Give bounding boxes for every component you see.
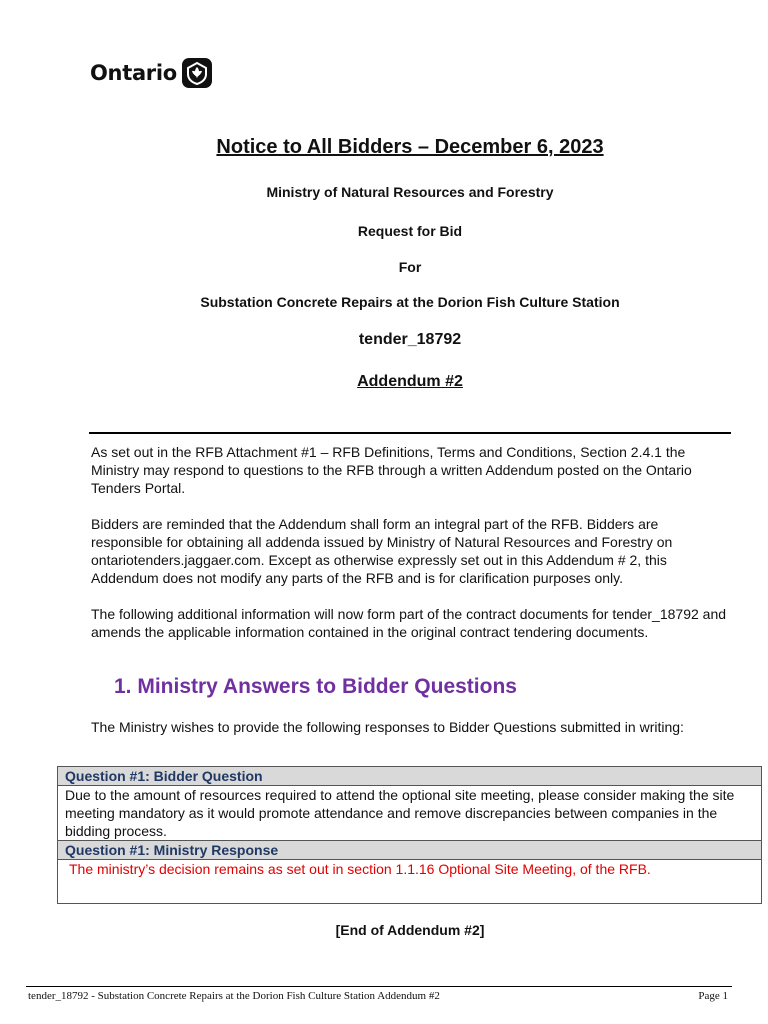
response-row — [58, 860, 762, 904]
response-header-row — [58, 841, 762, 860]
tender-id: tender_18792 — [358, 331, 462, 348]
qa-table — [57, 766, 762, 904]
logo-text: Ontario — [90, 61, 177, 85]
page-number: Page 1 — [698, 990, 728, 1002]
for-label: For — [398, 259, 422, 275]
question-label: Question #1: Bidder Question — [58, 767, 762, 786]
response-text: The ministry’s decision remains as set out in section 1.1.16 Optional Site Meeting, of the RFB. — [58, 860, 762, 904]
ministry-name: Ministry of Natural Resources and Forestry — [266, 184, 554, 200]
section-intro: The Ministry wishes to provide the following responses to Bidder Questions submitted in writing: — [91, 719, 684, 735]
footer-document-info: tender_18792 - Substation Concrete Repairs at the Dorion Fish Culture Station Addendum #2 — [28, 990, 440, 1002]
ontario-logo — [90, 58, 212, 88]
request-for-bid: Request for Bid — [357, 223, 463, 239]
addendum-title: Addendum #2 — [357, 373, 463, 390]
ontario-trillium-icon — [182, 58, 212, 88]
paragraph-addendum-info: Bidders are reminded that the Addendum shall form an integral part of the RFB. Bidders are responsible for obtaining all addenda issued by Ministry of Natural Resources and Forestry on ontariotenders.jaggaer.com. Except as otherwise expressly set out in this Addendum # 2, this Addendum does not modify any parts of the RFB and is for clarification purposes only. — [91, 516, 673, 586]
divider — [89, 432, 731, 434]
project-name: Substation Concrete Repairs at the Dorion Fish Culture Station — [200, 294, 620, 310]
footer-divider — [26, 986, 732, 987]
section-heading: 1. Ministry Answers to Bidder Questions — [114, 675, 517, 698]
question-row — [58, 786, 762, 841]
question-header-row — [58, 767, 762, 786]
question-text: Due to the amount of resources required to attend the optional site meeting, please consider making the site meeting mandatory as it would promote attendance and remove discrepancies between companies in the bidding process. — [58, 786, 762, 841]
notice-title: Notice to All Bidders – December 6, 2023 — [216, 136, 604, 158]
paragraph-intro: As set out in the RFB Attachment #1 – RFB Definitions, Terms and Conditions, Section 2.4.1 the Ministry may respond to questions to the RFB through a written Addendum posted on the Ontario Tenders Portal. — [91, 444, 692, 496]
paragraph-contract-docs: The following additional information will now form part of the contract documents for tender_18792 and amends the applicable information contained in the original contract tendering documents. — [91, 606, 727, 640]
end-note: [End of Addendum #2] — [335, 922, 485, 938]
response-label: Question #1: Ministry Response — [58, 841, 762, 860]
footer — [28, 990, 728, 1002]
